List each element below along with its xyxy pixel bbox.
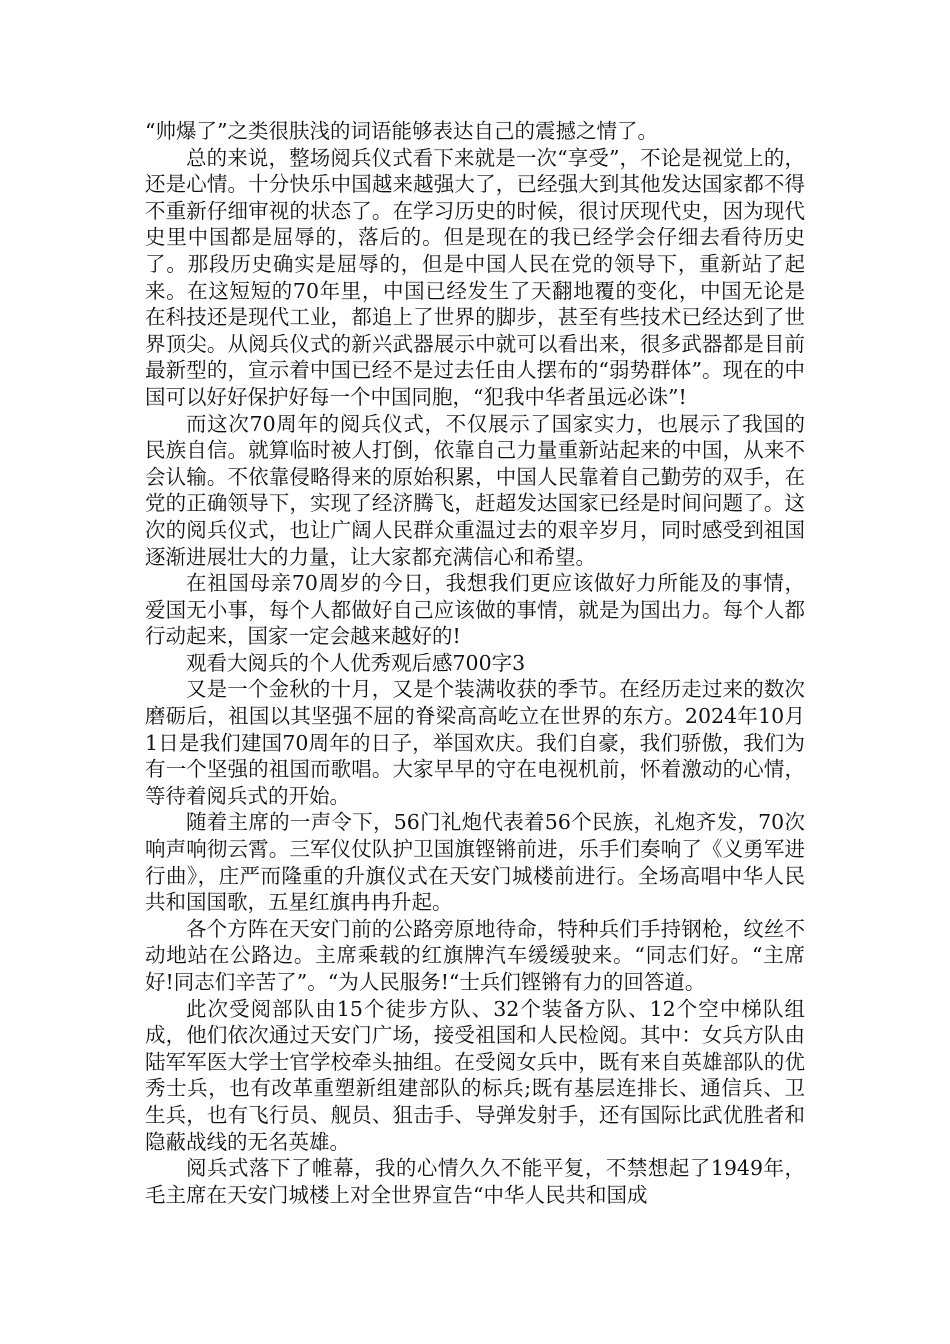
paragraph-8: 此次受阅部队由15个徒步方队、32个装备方队、12个空中梯队组成，他们依次通过天安门广场，接受祖国和人民检阅。其中：女兵方队由陆军军医大学士官学校牵头抽组。在受阅女兵中，既有来自英雄部队的优秀士兵，也有改革重塑新组建部队的标兵;既有基层连排长、通信兵、卫生兵，也有飞行员、舰员、狙击手、导弹发射手，还有国际比武优胜者和隐蔽战线的无名英雄。 [145,996,805,1154]
paragraph-1: “帅爆了”之类很肤浅的词语能够表达自己的震撼之情了。 [145,119,658,143]
paragraph-3: 而这次70周年的阅兵仪式，不仅展示了国家实力，也展示了我国的民族自信。就算临时被人打倒，依靠自己力量重新站起来的中国，从来不会认输。不依靠侵略得来的原始积累，中国人民靠着自己勤劳的双手，在党的正确领导下，实现了经济腾飞，赶超发达国家已经是时间问题了。这次的阅兵仪式，也让广阔人民群众重温过去的艰辛岁月，同时感受到祖国逐渐进展壮大的力量，让大家都充满信心和希望。 [145,411,805,569]
paragraph-4: 在祖国母亲70周岁的今日，我想我们更应该做好力所能及的事情，爱国无小事，每个人都做好自己应该做的事情，就是为国出力。每个人都行动起来，国家一定会越来越好的! [145,571,805,649]
body-text [145,118,805,1208]
paragraph-5: 又是一个金秋的十月，又是个装满收获的季节。在经历走过来的数次磨砺后，祖国以其坚强不屈的脊梁高高屹立在世界的东方。2024年10月1日是我们建国70周年的日子，举国欢庆。我们自豪，我们骄傲，我们为有一个坚强的祖国而歌唱。大家早早的守在电视机前，怀着激动的心情，等待着阅兵式的开始。 [145,677,805,808]
paragraph-9: 阅兵式落下了帷幕，我的心情久久不能平复，不禁想起了1949年，毛主席在天安门城楼上对全世界宣告“中华人民共和国成 [145,1156,805,1207]
paragraph-6: 随着主席的一声令下，56门礼炮代表着56个民族，礼炮齐发，70次响声响彻云霄。三军仪仗队护卫国旗铿锵前进，乐手们奏响了《义勇军进行曲》，庄严而隆重的升旗仪式在天安门城楼前进行。全场高唱中华人民共和国国歌，五星红旗冉冉升起。 [145,810,805,915]
paragraph-2: 总的来说，整场阅兵仪式看下来就是一次“享受”，不论是视觉上的，还是心情。十分快乐中国越来越强大了，已经强大到其他发达国家都不得不重新仔细审视的状态了。在学习历史的时候，很讨厌现代史，因为现代史里中国都是屈辱的，落后的。但是现在的我已经学会仔细去看待历史了。那段历史确实是屈辱的，但是中国人民在党的领导下，重新站了起来。在这短短的70年里，中国已经发生了天翻地覆的变化，中国无论是在科技还是现代工业，都追上了世界的脚步，甚至有些技术已经达到了世界顶尖。从阅兵仪式的新兴武器展示中就可以看出来，很多武器都是目前最新型的，宣示着中国已经不是过去任由人摆布的“弱势群体”。现在的中国可以好好保护好每一个中国同胞，“犯我中华者虽远必诛”! [145,145,805,409]
paragraph-7: 各个方阵在天安门前的公路旁原地待命，特种兵们手持钢枪，纹丝不动地站在公路边。主席乘载的红旗牌汽车缓缓驶来。“同志们好。“主席好!同志们辛苦了”。“为人民服务!“士兵们铿锵有力的回答道。 [145,916,805,994]
section-heading: 观看大阅兵的个人优秀观后感700字3 [186,650,526,675]
